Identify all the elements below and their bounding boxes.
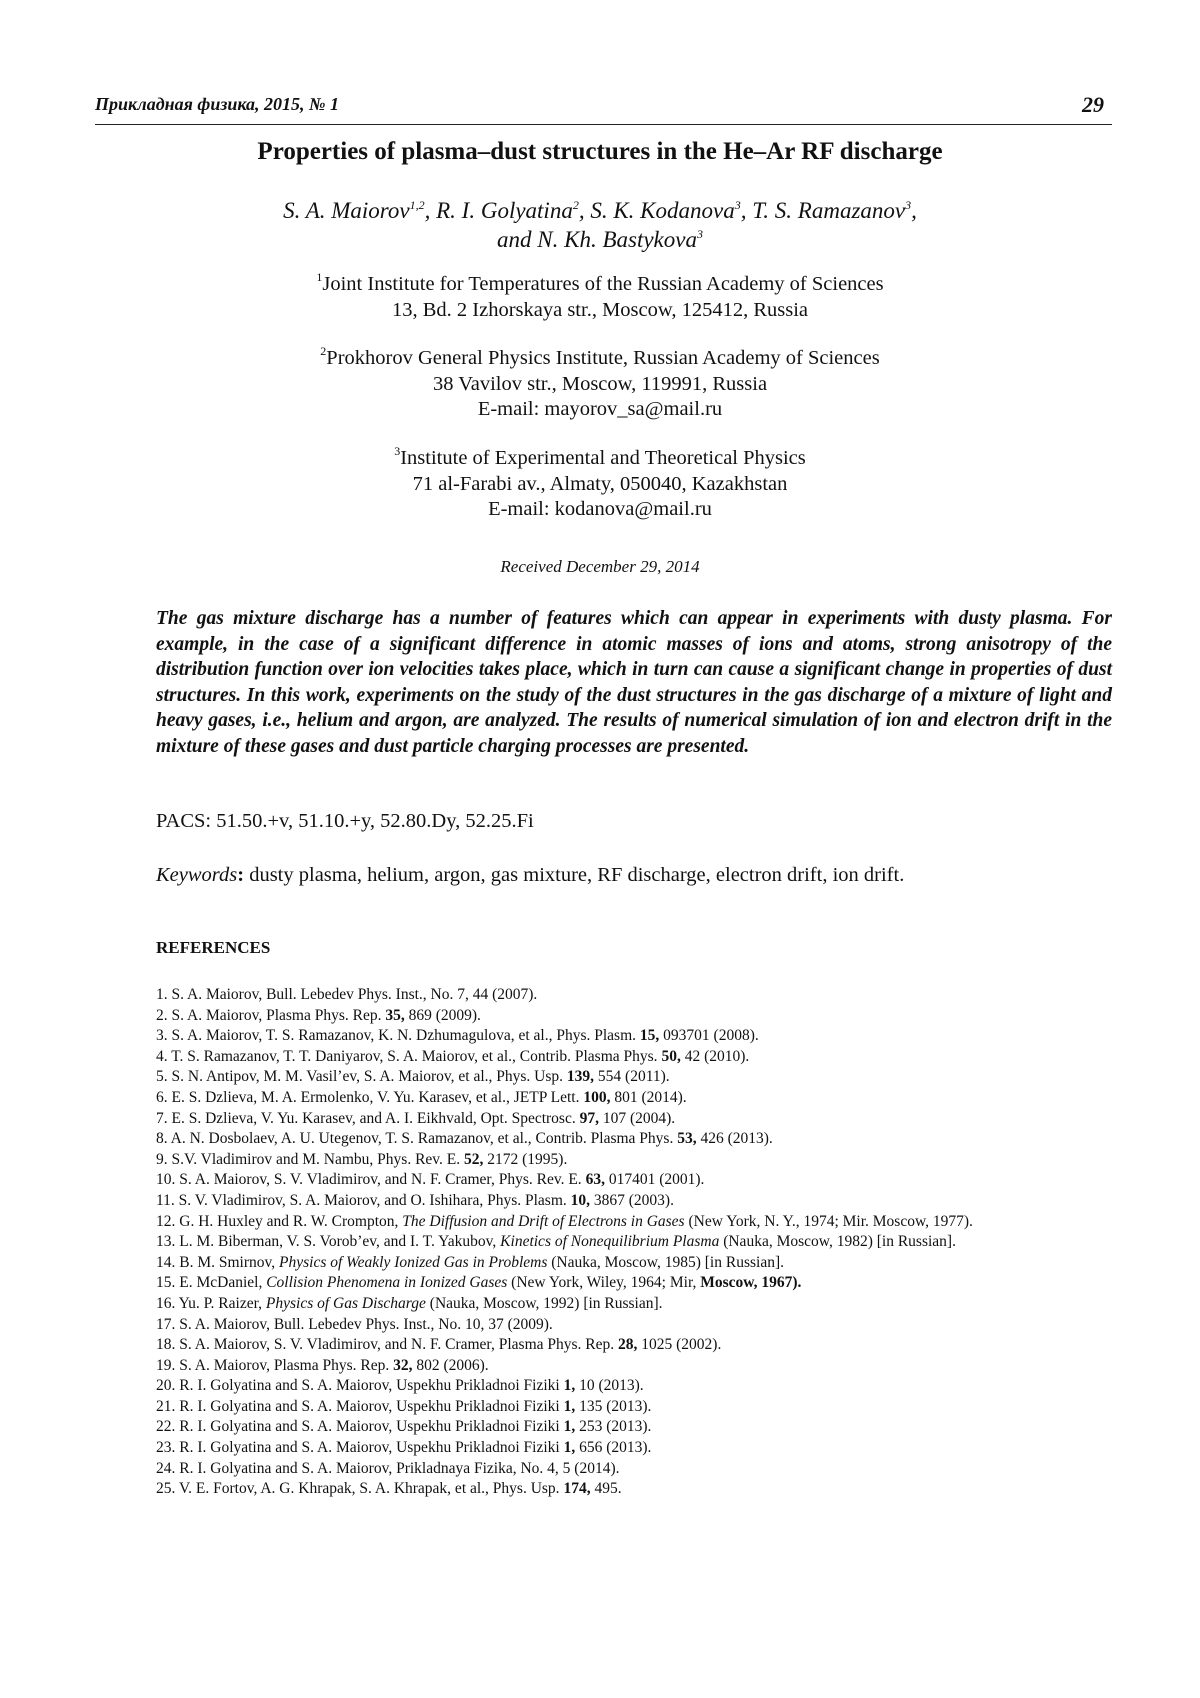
reference-segment: 5. S. N. Antipov, M. M. Vasil’ev, S. A. Maiorov, et al., Phys. Usp. [156, 1068, 567, 1086]
author-name: S. K. Kodanova [590, 198, 735, 223]
reference-segment: 656 (2013). [575, 1439, 652, 1457]
affiliation-email: E-mail: mayorov_sa@mail.ru [477, 398, 723, 420]
reference-item [156, 985, 1112, 1006]
reference-segment: 25. V. E. Fortov, A. G. Khrapak, S. A. Khrapak, et al., Phys. Usp. [156, 1480, 564, 1498]
reference-segment: 6. E. S. Dzlieva, M. A. Ermolenko, V. Yu. Karasev, et al., JETP Lett. [156, 1088, 584, 1106]
reference-item [156, 1026, 1112, 1047]
reference-segment: 17. S. A. Maiorov, Bull. Lebedev Phys. Inst., No. 10, 37 (2009). [156, 1315, 553, 1333]
reference-segment: 52, [464, 1150, 484, 1168]
reference-item [156, 1376, 1112, 1397]
affiliation-3 [0, 446, 1200, 523]
reference-segment: 12. G. H. Huxley and R. W. Crompton, [156, 1212, 403, 1230]
running-header [95, 92, 1112, 125]
author-separator: , [740, 198, 753, 223]
reference-segment: 23. R. I. Golyatina and S. A. Maiorov, Uspekhu Prikladnoi Fiziki [156, 1439, 564, 1457]
reference-segment: 24. R. I. Golyatina and S. A. Maiorov, Prikladnaya Fizika, No. 4, 5 (2014). [156, 1459, 620, 1477]
reference-segment: 53, [677, 1130, 697, 1148]
author-separator: , [578, 198, 591, 223]
author-line-1 [0, 196, 1200, 225]
reference-segment: Collision Phenomena in Ionized Gases [266, 1274, 508, 1292]
reference-segment: 14. B. M. Smirnov, [156, 1253, 280, 1271]
author-affiliation-mark: 3 [734, 198, 741, 212]
reference-segment: 426 (2013). [696, 1130, 773, 1148]
reference-segment: 13. L. M. Biberman, V. S. Vorob’ev, and I. T. Yakubov, [156, 1233, 501, 1251]
reference-item [156, 1232, 1112, 1253]
pacs-codes: PACS: 51.50.+v, 51.10.+y, 52.80.Dy, 52.25.Fi [156, 810, 534, 832]
reference-item [156, 1459, 1112, 1480]
reference-item [156, 1067, 1112, 1088]
reference-item [156, 1088, 1112, 1109]
author-affiliation-mark: 2 [572, 198, 579, 212]
reference-segment: (Nauka, Moscow, 1982) [in Russian]. [719, 1233, 956, 1251]
reference-segment: 2. S. A. Maiorov, Plasma Phys. Rep. [156, 1006, 386, 1024]
abstract: The gas mixture discharge has a number of features which can appear in experiments with dusty plasma. For example, in the case of a significant difference in atomic masses of ions and atoms, strong anisotropy of the distribution function over ion velocities takes place, which in turn can cause a significant change in properties of dust structures. In this work, experiments on the study of the dust structures in the gas discharge of a mixture of light and heavy gases, i.e., helium and argon, are analyzed. The results of numerical simulation of ion and electron drift in the mixture of these gases and dust particle charging processes are presented. [156, 608, 1112, 757]
affiliation-institution: Prokhorov General Physics Institute, Russian Academy of Sciences [326, 347, 880, 369]
reference-item [156, 1479, 1112, 1500]
affiliation-mark: 2 [320, 344, 327, 358]
reference-segment: 3. S. A. Maiorov, T. S. Ramazanov, K. N. Dzhumagulova, et al., Phys. Plasm. [156, 1027, 640, 1045]
reference-segment: 100, [583, 1088, 611, 1106]
author-list [0, 196, 1200, 254]
reference-segment: 10 (2013). [575, 1377, 644, 1395]
reference-segment: 017401 (2001). [604, 1171, 705, 1189]
reference-segment: 107 (2004). [598, 1109, 676, 1127]
reference-segment: 554 (2011). [594, 1068, 670, 1086]
reference-list [156, 985, 1112, 1500]
reference-segment: 3867 (2003). [590, 1191, 674, 1209]
reference-segment: 15, [639, 1027, 660, 1045]
reference-segment: 2172 (1995). [483, 1150, 568, 1168]
affiliation-mark: 3 [394, 444, 401, 458]
reference-segment: 1. S. A. Maiorov, Bull. Lebedev Phys. Inst., No. 7, 44 (2007). [156, 986, 538, 1003]
keywords-colon: : [237, 864, 245, 886]
keywords-text: dusty plasma, helium, argon, gas mixture, RF discharge, electron drift, ion drift. [244, 864, 905, 886]
reference-segment: Moscow, 1967). [700, 1274, 802, 1292]
affiliation-1 [0, 272, 1200, 323]
reference-segment: 22. R. I. Golyatina and S. A. Maiorov, Uspekhu Prikladnoi Fiziki [156, 1418, 564, 1436]
reference-segment: 50, [661, 1047, 681, 1065]
reference-segment: The Diffusion and Drift of Electrons in Gases [402, 1212, 685, 1230]
reference-segment: (New York, Wiley, 1964; Mir, [507, 1274, 701, 1292]
reference-segment: 174, [563, 1480, 591, 1498]
reference-segment: 10, [570, 1191, 591, 1209]
reference-item [156, 1417, 1112, 1438]
reference-item [156, 1335, 1112, 1356]
reference-item [156, 1294, 1112, 1315]
reference-segment: 15. E. McDaniel, [156, 1274, 267, 1292]
reference-item [156, 1356, 1112, 1377]
reference-segment: 802 (2006). [412, 1356, 489, 1374]
affiliation-address: 13, Bd. 2 Izhorskaya str., Moscow, 125412, Russia [391, 298, 809, 321]
reference-segment: 28, [618, 1336, 638, 1354]
reference-segment: 42 (2010). [680, 1047, 750, 1065]
reference-segment: 1, [563, 1377, 576, 1395]
reference-segment: 9. S.V. Vladimirov and M. Nambu, Phys. Rev. E. [156, 1150, 464, 1168]
reference-item [156, 1273, 1112, 1294]
author-name: R. I. Golyatina [436, 198, 573, 223]
affiliation-address: 71 al-Farabi av., Almaty, 050040, Kazakhstan [412, 472, 788, 495]
author-conjunction: and [497, 227, 538, 252]
reference-segment: 869 (2009). [404, 1006, 481, 1024]
author-name: N. Kh. Bastykova [537, 227, 697, 252]
reference-item [156, 1129, 1112, 1150]
reference-item [156, 1150, 1112, 1171]
reference-segment: 16. Yu. P. Raizer, [156, 1294, 266, 1312]
received-date: Received December 29, 2014 [500, 557, 700, 576]
reference-item [156, 1170, 1112, 1191]
reference-item [156, 1212, 1112, 1233]
reference-segment: 1025 (2002). [637, 1336, 722, 1354]
reference-segment: 97, [579, 1109, 599, 1127]
affiliation-email: E-mail: kodanova@mail.ru [488, 498, 712, 520]
reference-segment: 10. S. A. Maiorov, S. V. Vladimirov, and N. F. Cramer, Phys. Rev. E. [156, 1171, 586, 1189]
reference-segment: 135 (2013). [575, 1397, 652, 1415]
affiliation-2 [0, 346, 1200, 423]
reference-segment: 18. S. A. Maiorov, S. V. Vladimirov, and N. F. Cramer, Plasma Phys. Rep. [156, 1336, 618, 1354]
author-affiliation-mark: 3 [696, 227, 703, 241]
reference-segment: 4. T. S. Ramazanov, T. T. Daniyarov, S. A. Maiorov, et al., Contrib. Plasma Phys. [156, 1047, 662, 1065]
affiliation-mark: 1 [316, 270, 323, 284]
affiliation-institution: Institute of Experimental and Theoretical Physics [400, 447, 806, 469]
reference-segment: 093701 (2008). [659, 1027, 759, 1045]
author-name: S. A. Maiorov [283, 198, 410, 223]
reference-segment: 32, [393, 1356, 413, 1374]
reference-segment: (Nauka, Moscow, 1992) [in Russian]. [425, 1294, 663, 1312]
author-line-2 [0, 225, 1200, 254]
reference-item [156, 1047, 1112, 1068]
reference-segment: (New York, N. Y., 1974; Mir. Moscow, 1977). [684, 1212, 973, 1230]
reference-segment: 63, [585, 1171, 605, 1189]
reference-segment: 35, [385, 1006, 405, 1024]
reference-item [156, 1397, 1112, 1418]
reference-item [156, 1191, 1112, 1212]
reference-segment: 7. E. S. Dzlieva, V. Yu. Karasev, and A. I. Eikhvald, Opt. Spectrosc. [156, 1109, 580, 1127]
reference-segment: 139, [566, 1068, 595, 1086]
affiliation-address: 38 Vavilov str., Moscow, 119991, Russia [432, 372, 768, 395]
reference-segment: 19. S. A. Maiorov, Plasma Phys. Rep. [156, 1356, 394, 1374]
reference-segment: 801 (2014). [610, 1088, 687, 1106]
reference-segment: Kinetics of Nonequilibrium Plasma [500, 1233, 720, 1251]
reference-item [156, 1006, 1112, 1027]
keywords [156, 864, 904, 887]
author-name: T. S. Ramazanov [752, 198, 906, 223]
journal-name: Прикладная физика, 2015, № 1 [95, 94, 340, 114]
reference-segment: 495. [590, 1480, 622, 1498]
reference-segment: 11. S. V. Vladimirov, S. A. Maiorov, and O. Ishihara, Phys. Plasm. [156, 1191, 571, 1209]
reference-segment: 20. R. I. Golyatina and S. A. Maiorov, Uspekhu Prikladnoi Fiziki [156, 1377, 564, 1395]
reference-segment: 1, [563, 1439, 576, 1457]
paper-title: Properties of plasma–dust structures in the He–Ar RF discharge [257, 138, 943, 165]
author-separator: , [424, 198, 437, 223]
references-heading: REFERENCES [156, 938, 271, 957]
reference-segment: (Nauka, Moscow, 1985) [in Russian]. [547, 1253, 784, 1271]
reference-item [156, 1109, 1112, 1130]
keywords-label: Keywords [156, 864, 238, 886]
reference-item [156, 1438, 1112, 1459]
author-separator: , [911, 198, 917, 223]
reference-segment: Physics of Weakly Ionized Gas in Problems [279, 1253, 548, 1271]
reference-segment: 21. R. I. Golyatina and S. A. Maiorov, Uspekhu Prikladnoi Fiziki [156, 1397, 564, 1415]
reference-item [156, 1253, 1112, 1274]
author-affiliation-mark: 1,2 [409, 198, 425, 212]
reference-item [156, 1315, 1112, 1336]
reference-segment: 1, [563, 1418, 576, 1436]
affiliation-institution: Joint Institute for Temperatures of the Russian Academy of Sciences [322, 273, 884, 295]
reference-segment: 1, [563, 1397, 576, 1415]
page-number: 29 [1082, 92, 1104, 117]
author-affiliation-mark: 3 [905, 198, 912, 212]
reference-segment: 253 (2013). [575, 1418, 652, 1436]
reference-segment: 8. A. N. Dosbolaev, A. U. Utegenov, T. S. Ramazanov, et al., Contrib. Plasma Phys. [156, 1130, 678, 1148]
reference-segment: Physics of Gas Discharge [265, 1294, 426, 1312]
